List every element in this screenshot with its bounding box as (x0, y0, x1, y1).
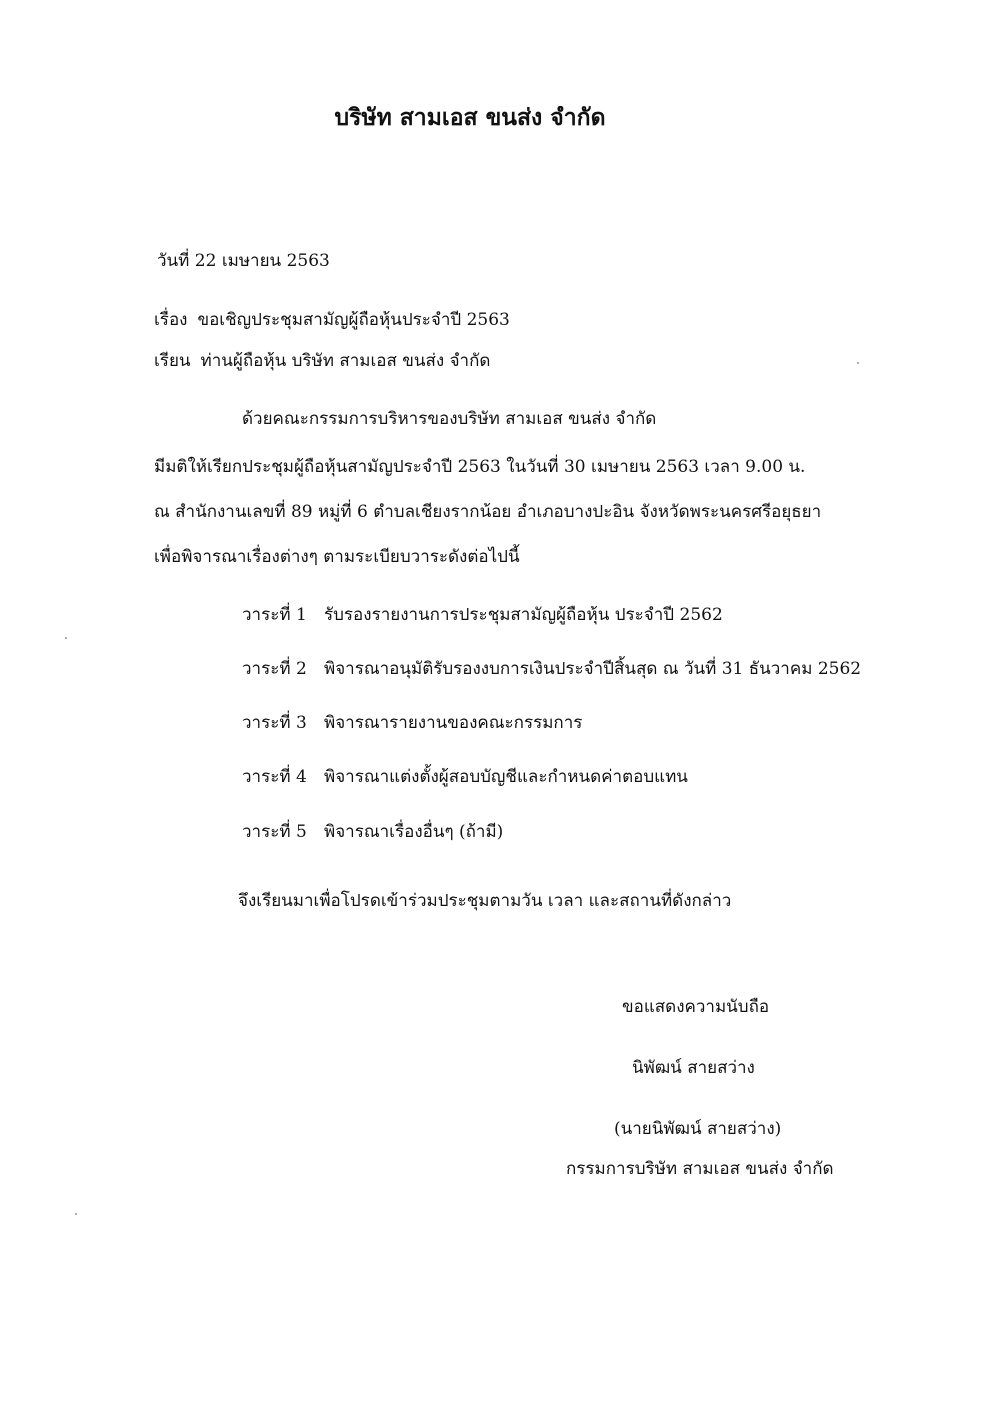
agenda-item-label: วาระที่ 3 (242, 713, 307, 733)
signatory-position: กรรมการบริษัท สามเอส ขนส่ง จำกัด (566, 1159, 834, 1179)
agenda-item-text: พิจารณารายงานของคณะกรรมการ (324, 713, 583, 733)
body-paragraph-line-4: เพื่อพิจารณาเรื่องต่างๆ ตามระเบียบวาระดังต่อไปนี้ (154, 547, 520, 567)
subject-text: ขอเชิญประชุมสามัญผู้ถือหุ้นประจำปี 2563 (197, 310, 510, 330)
agenda-item-text: พิจารณาเรื่องอื่นๆ (ถ้ามี) (324, 822, 504, 842)
body-paragraph-line-1: ด้วยคณะกรรมการบริหารของบริษัท สามเอส ขนส่ง จำกัด (242, 409, 657, 429)
recipient-line (154, 350, 490, 372)
scan-speck (857, 362, 859, 364)
agenda-item (242, 658, 861, 680)
subject-line (154, 309, 510, 331)
signature-name: นิพัฒน์ สายสว่าง (632, 1058, 755, 1078)
agenda-item (242, 766, 688, 788)
closing-text: จึงเรียนมาเพื่อโปรดเข้าร่วมประชุมตามวัน เวลา และสถานที่ดังกล่าว (238, 891, 732, 911)
agenda-item-label: วาระที่ 4 (242, 767, 307, 787)
agenda-item-label: วาระที่ 1 (242, 605, 307, 625)
signatory-printed-name: (นายนิพัฒน์ สายสว่าง) (614, 1119, 782, 1139)
body-paragraph-line-3: ณ สำนักงานเลขที่ 89 หมู่ที่ 6 ตำบลเชียงรากน้อย อำเภอบางปะอิน จังหวัดพระนครศรีอยุธยา (154, 502, 822, 522)
agenda-item-label: วาระที่ 2 (242, 659, 307, 679)
agenda-item (242, 712, 582, 734)
scan-speck (75, 1213, 77, 1215)
agenda-item-text: พิจารณาแต่งตั้งผู้สอบบัญชีและกำหนดค่าตอบแทน (324, 767, 688, 787)
agenda-item-text: รับรองรายงานการประชุมสามัญผู้ถือหุ้น ประจำปี 2562 (324, 605, 723, 625)
recipient-label: เรียน (154, 351, 191, 371)
agenda-item-text: พิจารณาอนุมัติรับรองงบการเงินประจำปีสิ้นสุด ณ วันที่ 31 ธันวาคม 2562 (324, 659, 862, 679)
agenda-item (242, 604, 723, 626)
agenda-item-label: วาระที่ 5 (242, 822, 307, 842)
scan-speck (65, 637, 67, 639)
document-date: วันที่ 22 เมษายน 2563 (157, 251, 330, 271)
body-paragraph-line-2: มีมติให้เรียกประชุมผู้ถือหุ้นสามัญประจำปี 2563 ในวันที่ 30 เมษายน 2563 เวลา 9.00 น. (154, 457, 806, 477)
recipient-text: ท่านผู้ถือหุ้น บริษัท สามเอส ขนส่ง จำกัด (200, 351, 491, 371)
company-title: บริษัท สามเอส ขนส่ง จำกัด (334, 104, 606, 131)
agenda-item (242, 821, 503, 843)
signature-regards: ขอแสดงความนับถือ (622, 997, 770, 1017)
subject-label: เรื่อง (154, 310, 188, 330)
